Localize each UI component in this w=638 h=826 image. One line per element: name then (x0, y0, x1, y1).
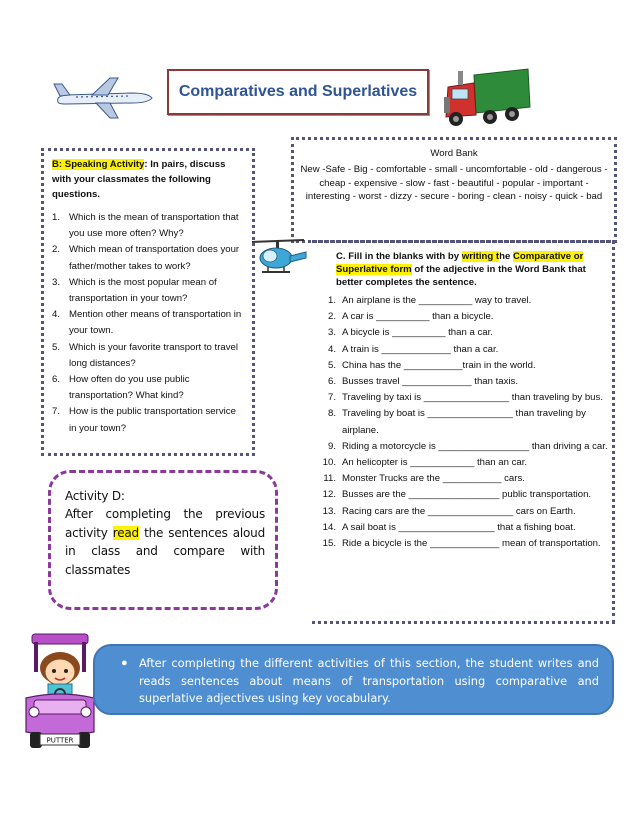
sentence-text: Racing cars are the ________________ cars on Earth. (342, 505, 576, 517)
list-item (315, 374, 609, 390)
list-item (315, 455, 609, 471)
list-item (315, 487, 609, 503)
question-text: Which mean of transportation does your father/mother takes to work? (69, 244, 240, 272)
question-text: Which is the most popular mean of transportation in your town? (69, 276, 217, 305)
list-item (52, 372, 246, 404)
item-number: 3. (52, 276, 61, 288)
learning-goal-bar (93, 644, 614, 715)
list-item (315, 309, 609, 325)
item-number: 5. (327, 359, 336, 371)
activity-d-text (65, 487, 265, 579)
sentence-text: An airplane is the __________ way to travel. (342, 295, 532, 306)
activity-d-body: the sentences aloud in class and compare with classmates (65, 525, 266, 577)
title-box (167, 69, 429, 115)
fill-in-blanks-box (312, 240, 615, 624)
instruction-text: he (499, 251, 513, 262)
item-number: 1. (327, 295, 336, 306)
instruction-text: of the adjective in the Word Bank that better completes the sentence. (336, 264, 586, 288)
sentence-text: Busses travel _____________ than taxis. (342, 376, 519, 388)
speaking-questions-list (52, 210, 246, 437)
list-item (315, 504, 609, 520)
list-item (315, 358, 609, 374)
learning-goal-text: After completing the different activities of this section, the student writes and reads sentences about means of transportation using comparative and superlative adjectives using key vocabulary. (139, 656, 599, 706)
kid-in-car-icon (20, 628, 100, 752)
sentence-text: Busses are the _________________ public transportation. (342, 489, 592, 501)
highlighted-text: read (112, 525, 139, 540)
item-number: 1. (52, 212, 61, 223)
item-number: 13. (322, 505, 336, 517)
list-item (315, 342, 609, 358)
list-item (315, 536, 609, 552)
speaking-activity-label: B: Speaking Activity (52, 159, 145, 170)
item-number: 4. (52, 309, 61, 321)
item-number: 12. (322, 489, 336, 501)
list-item (52, 210, 246, 242)
highlighted-text: Comparative or Superlative form (336, 251, 584, 275)
fill-in-blanks-instructions (336, 250, 606, 289)
list-item (315, 293, 609, 309)
question-text: Mention other means of transportation in your town. (69, 309, 242, 337)
car-plate-text: PUTTER (46, 736, 74, 745)
list-item (52, 307, 246, 339)
speaking-activity-box (41, 148, 255, 456)
item-number: 6. (327, 376, 336, 388)
sentence-text: Ride a bicycle is the _____________ mean of transportation. (342, 538, 601, 550)
list-item (315, 390, 609, 406)
question-text: Which is your favorite transport to travel long distances? (69, 341, 239, 369)
list-item (52, 404, 246, 436)
item-number: 8. (327, 408, 336, 420)
activity-d-box (48, 470, 278, 610)
item-number: 4. (327, 343, 336, 355)
word-bank-box (291, 137, 617, 243)
question-text: How often do you use public transportation? What kind? (69, 374, 190, 402)
list-item (315, 520, 609, 536)
list-item (52, 242, 246, 274)
sentence-text: An helicopter is ____________ than an car. (342, 457, 528, 469)
sentence-text: Traveling by taxi is ________________ than traveling by bus. (342, 392, 603, 404)
bullet-icon: ● (121, 657, 128, 669)
helicopter-icon (248, 236, 308, 278)
sentence-text: Traveling by boat is ________________ than traveling by airplane. (342, 408, 586, 436)
instruction-text: C. Fill in the blanks with by (336, 251, 462, 262)
sentence-text: A car is __________ than a bicycle. (342, 311, 494, 323)
speaking-activity-intro (52, 157, 244, 202)
page-title: Comparatives and Superlatives (178, 83, 418, 100)
item-number: 7. (52, 406, 61, 418)
item-number: 7. (327, 392, 336, 404)
question-text: How is the public transportation service in your town? (69, 406, 236, 434)
list-item (52, 275, 246, 307)
list-item (315, 325, 609, 341)
word-bank-words: New -Safe - Big - comfortable - small - uncomfortable - old - dangerous - cheap - expensive - slow - fast - beautiful - popular - important - interesting - worst - dizzy - secure - boring - clean - noisy - quick - bad (300, 164, 608, 203)
question-text: Which is the mean of transportation that you use more often? Why? (69, 212, 239, 240)
fill-in-blanks-list (315, 293, 609, 552)
item-number: 3. (327, 327, 336, 339)
highlighted-text: writing t (461, 251, 500, 262)
list-item (315, 471, 609, 487)
list-item (315, 439, 609, 455)
item-number: 2. (52, 244, 61, 256)
activity-d-body: After completing the previous activity (65, 507, 265, 540)
sentence-text: A train is _____________ than a car. (342, 343, 499, 355)
sentence-text: Monster Trucks are the ___________ cars. (342, 473, 525, 485)
item-number: 11. (323, 473, 336, 485)
speaking-activity-instructions: : In pairs, discuss with your classmates the following questions. (52, 159, 226, 200)
sentence-text: China has the ___________train in the world. (342, 359, 536, 371)
sentence-text: A sail boat is __________________ that a fishing boat. (342, 521, 576, 533)
item-number: 5. (52, 341, 61, 353)
sentence-text: A bicycle is __________ than a car. (342, 327, 493, 339)
item-number: 15. (322, 538, 336, 550)
item-number: 6. (52, 374, 61, 386)
truck-icon (440, 67, 532, 131)
activity-d-heading: Activity D: (65, 489, 125, 503)
item-number: 2. (327, 311, 336, 323)
word-bank-title: Word Bank (430, 148, 478, 159)
item-number: 10. (322, 457, 336, 469)
list-item (315, 406, 609, 438)
item-number: 14. (322, 521, 336, 533)
list-item (52, 340, 246, 372)
airplane-icon (52, 76, 156, 120)
item-number: 9. (327, 440, 336, 452)
sentence-text: Riding a motorcycle is _________________ than driving a car. (342, 440, 608, 452)
